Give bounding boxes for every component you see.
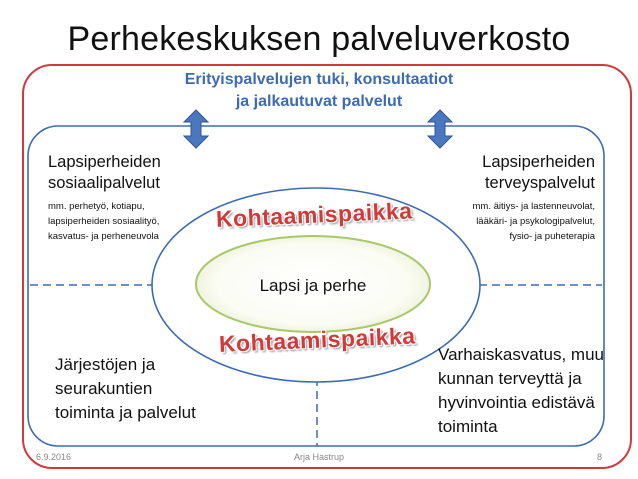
social-services-title [48, 152, 161, 194]
social-services-detail-line3: kasvatus- ja perheneuvola [48, 231, 159, 242]
health-services-detail-line3: fysio- ja puheterapia [509, 231, 595, 242]
child-and-family-label: Lapsi ja perhe [259, 276, 367, 295]
organizations-line1: Järjestöjen ja [55, 355, 156, 374]
specialist-support-line1: Erityispalvelujen tuki, konsultaatiot [184, 71, 454, 88]
meeting-place-top-label: Kohtaamispaikka [215, 197, 414, 232]
social-services-detail-line2: lapsiperheiden sosiaalityö, [48, 216, 160, 227]
page-title: Perhekeskuksen palveluverkosto [67, 20, 571, 58]
health-services-title [482, 152, 595, 194]
footer-page-number: 8 [597, 452, 603, 462]
health-services-detail-line1: mm. äitiys- ja lastenneuvolat, [472, 201, 595, 212]
early-education-line3: hyvinvointia edistävä [438, 393, 595, 412]
early-education-line2: kunnan terveyttä ja [438, 369, 582, 388]
social-services-title-line2: sosiaalipalvelut [48, 174, 160, 192]
double-arrow-left-icon [184, 110, 208, 148]
social-services-title-line1: Lapsiperheiden [48, 153, 161, 171]
specialist-support-line2: ja jalkautuvat palvelut [235, 93, 403, 110]
social-services-detail [48, 199, 159, 244]
footer-date: 6.9.2016 [36, 452, 72, 462]
early-education-line4: toiminta [438, 417, 498, 436]
early-education-line1: Varhaiskasvatus, muu [438, 345, 604, 364]
footer-author: Arja Hastrup [293, 452, 345, 462]
meeting-place-bottom-label: Kohtaamispaikka [218, 322, 417, 357]
organizations-line3: toiminta ja palvelut [55, 403, 196, 422]
double-arrow-right-icon [428, 110, 452, 148]
health-services-title-line1: Lapsiperheiden [482, 153, 595, 171]
health-services-detail [473, 199, 596, 244]
social-services-detail-line1: mm. perhetyö, kotiapu, [48, 201, 145, 212]
early-education-text [438, 343, 604, 439]
organizations-parishes-text [55, 353, 196, 425]
health-services-title-line2: terveyspalvelut [484, 174, 595, 192]
health-services-detail-line2: lääkäri- ja psykologipalvelut, [476, 216, 595, 227]
organizations-line2: seurakuntien [55, 379, 153, 398]
